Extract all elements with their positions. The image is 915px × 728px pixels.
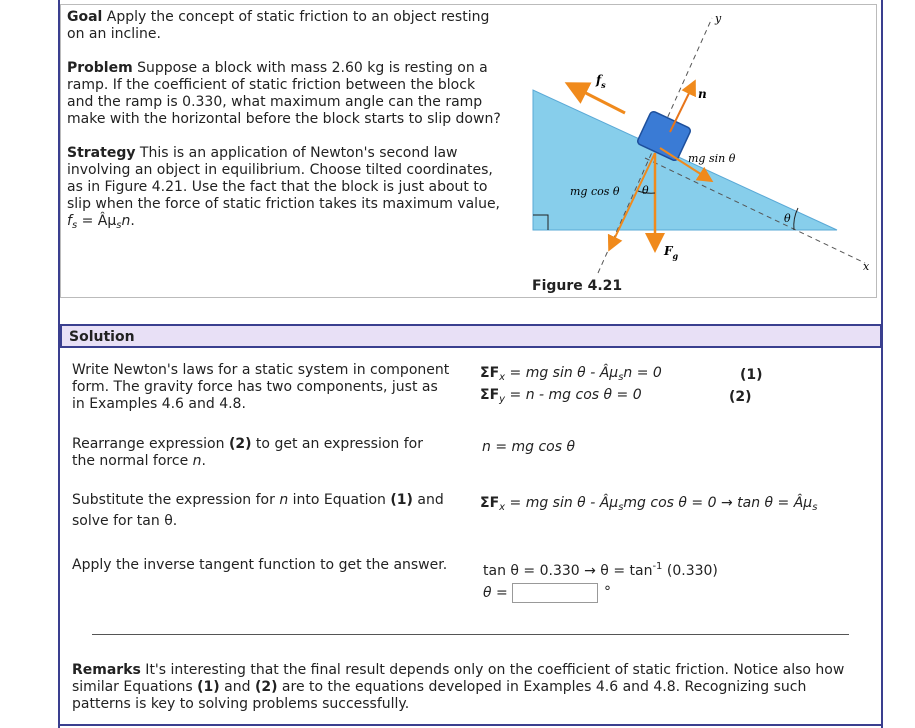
- equation-3: n = mg cos θ: [482, 439, 576, 455]
- step1-line2: form. The gravity force has two components, just as: [72, 379, 438, 395]
- problem-line1: Problem Suppose a block with mass 2.60 kg is resting on a: [67, 60, 488, 76]
- problem-line2: ramp. If the coefficient of static friction between the block: [67, 77, 476, 93]
- problem-line4: make with the horizontal before the block starts to slip down?: [67, 111, 501, 127]
- step3-line1: Substitute the expression for n into Equation (1) and: [72, 492, 444, 508]
- remarks-line3: patterns is key to solving problems successfully.: [72, 696, 410, 712]
- strategy-line1: Strategy This is an application of Newton's second law: [67, 145, 458, 161]
- degree-unit: °: [604, 584, 611, 600]
- figure-4-21: [530, 8, 875, 278]
- equation-1: $\Sigma F_x$ = mg $\sin \theta - Â\mu_sn = 0$: [480, 365, 662, 383]
- equation-2-number: (2): [729, 389, 752, 405]
- equation-1-number: (1): [740, 367, 763, 383]
- mgsin-label: mg sin θ: [688, 152, 736, 165]
- answer-input[interactable]: [512, 583, 598, 603]
- step3-line2: solve for tan θ.: [72, 513, 178, 529]
- answer-label: θ =: [483, 585, 508, 601]
- strategy-line2: involving an object in equilibrium. Choose tilted coordinates,: [67, 162, 493, 178]
- step2-line2: the normal force n.: [72, 453, 206, 469]
- mass-value: 2.60: [331, 60, 363, 76]
- theta-label-ramp: θ: [784, 212, 791, 225]
- step1-line1: Write Newton's laws for a static system in component: [72, 362, 450, 378]
- strategy-line3: as in Figure 4.21. Use the fact that the block is just about to: [67, 179, 488, 195]
- step4-line1: Apply the inverse tangent function to get the answer.: [72, 557, 448, 573]
- divider: [92, 634, 849, 635]
- equation-2: $\Sigma F_y = n$ - mg cos θ = 0: [480, 387, 642, 405]
- theta-label-block: θ: [642, 184, 649, 197]
- normal-label: n: [698, 87, 707, 101]
- equation-4: $\Sigma F_x$ = mg sin θ - $Â\mu_smg$ $\cos \theta = 0 \to \tan \theta = Â\mu_s$: [480, 495, 818, 513]
- y-axis-label: y: [715, 12, 722, 25]
- goal-line2: on an incline.: [67, 26, 161, 42]
- step2-line1: Rearrange expression (2) to get an expression for: [72, 436, 423, 452]
- mu-value: 0.330: [182, 94, 223, 110]
- friction-label: $f_s$: [596, 73, 606, 90]
- friction-arrow: [570, 85, 625, 113]
- mgcos-label: mg cos θ: [570, 185, 620, 198]
- strategy-formula: $f_s$ = $Â\mu_sn$.: [67, 213, 135, 231]
- goal-line1: Goal Apply the concept of static friction to an object resting: [67, 9, 490, 25]
- solution-header: Solution: [60, 324, 882, 348]
- strategy-line4: slip when the force of static friction takes its maximum value,: [67, 196, 501, 212]
- x-axis-label: x: [863, 260, 870, 273]
- bottom-border: [60, 724, 882, 726]
- problem-line3: and the ramp is 0.330, what maximum angle can the ramp: [67, 94, 483, 110]
- remarks-line2: similar Equations (1) and (2) are to the equations developed in Examples 4.6 and 4.8. Recognizing such: [72, 679, 807, 695]
- ramp: [533, 90, 837, 230]
- remarks-line1: Remarks It's interesting that the final result depends only on the coefficient of static friction. Notice also how: [72, 662, 845, 678]
- figure-caption: Figure 4.21: [532, 278, 623, 294]
- step1-line3: in Examples 4.6 and 4.8.: [72, 396, 246, 412]
- weight-label: $F_g$: [664, 244, 679, 261]
- equation-5: $\tan \theta = 0.330 \to \theta = \tan^{-1} (0.330)$: [483, 561, 718, 579]
